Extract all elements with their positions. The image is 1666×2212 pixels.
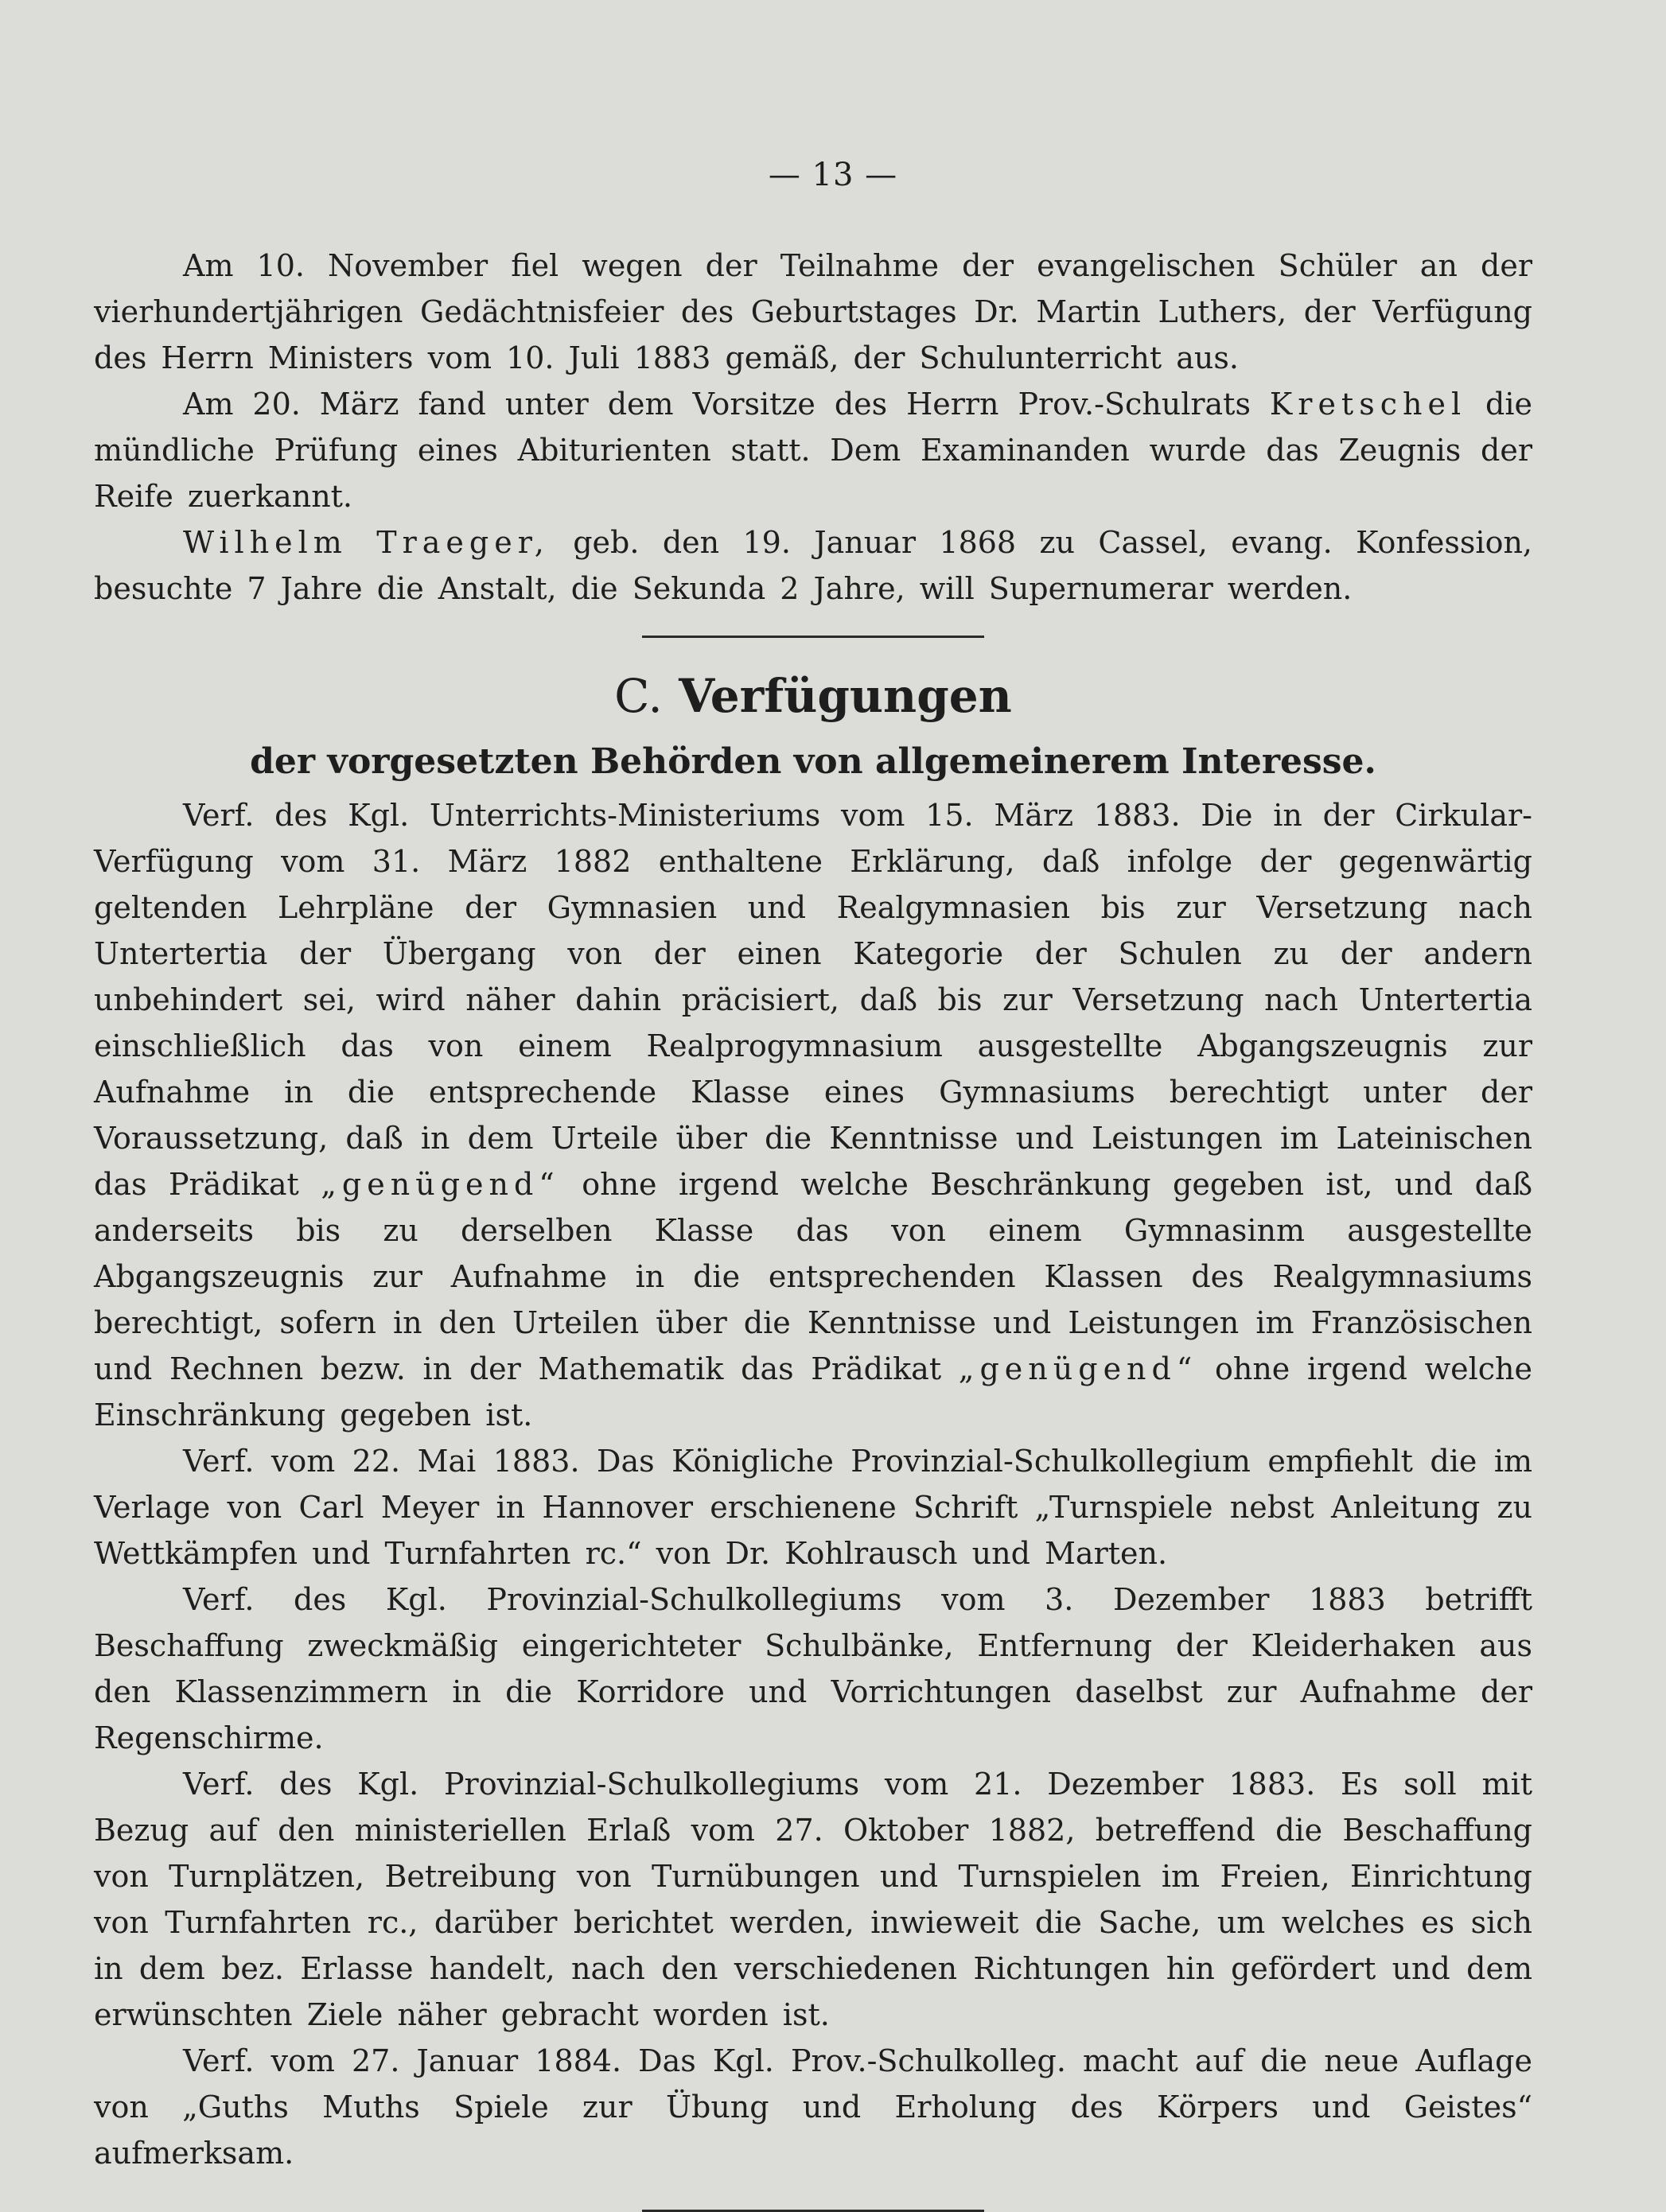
page-number: — 13 — xyxy=(768,157,898,193)
paragraph-text: Am 20. März fand unter dem Vorsitze des Herrn Prov.-Schulrats xyxy=(183,387,1270,422)
paragraph-text: Am 10. November fiel wegen der Teilnahme der evangelischen Schüler an der vierhundertjährigen Gedächtnisfeier des Geburtstages Dr. Martin Luthers, der Verfügung des Herrn Ministers vom 10. Juli 1883 gemäß, der Schulunterricht aus. xyxy=(94,248,1532,375)
spaced-name-kretschel: Kretschel xyxy=(1269,387,1467,422)
paragraph-luther-holiday xyxy=(94,243,1532,381)
section-letter: C. xyxy=(614,669,663,723)
paragraph-verf-guths-muths xyxy=(94,2038,1532,2176)
paragraph-text: Verf. des Kgl. Provinzial-Schulkollegiums vom 3. Dezember 1883 betrifft Beschaffung zweckmäßig eingerichteter Schulbänke, Entfernung der Kleiderhaken aus den Klassenzimmern in die Korridore und Vorrichtungen daselbst zur Aufnahme der Regenschirme. xyxy=(94,1582,1532,1755)
spaced-word-genuegend: „genügend“ xyxy=(321,1167,560,1202)
section-heading xyxy=(94,668,1532,724)
section-subheading: der vorgesetzten Behörden von allgemeinerem Interesse. xyxy=(250,741,1376,782)
spaced-name-traeger: Wilhelm Traeger, xyxy=(183,525,550,560)
paragraph-verf-unterrichtsministerium xyxy=(94,792,1532,1438)
page-content xyxy=(94,243,1532,2212)
paragraph-abitur-exam xyxy=(94,381,1532,519)
paragraph-verf-turnspiele xyxy=(94,1438,1532,1576)
paragraph-text: geb. den 19. Januar 1868 zu Cassel, evang. Konfession, besuchte 7 Jahre die Anstalt, die Sekunda 2 Jahre, will Supernumerar werden. xyxy=(94,525,1533,606)
paragraph-text: ohne irgend welche Einschränkung gegeben ist. xyxy=(94,1351,1532,1433)
paragraph-text: Verf. vom 22. Mai 1883. Das Königliche Provinzial-Schulkollegium empfiehlt die im Verlage von Carl Meyer in Hannover erschienene Schrift „Turnspiele nebst Anleitung zu Wettkämpfen und Turnfahrten rc.“ von Dr. Kohlrausch und Marten. xyxy=(94,1444,1532,1571)
section-divider-top xyxy=(642,636,984,638)
section-title: Verfügungen xyxy=(679,669,1012,723)
paragraph-verf-turnplaetze xyxy=(94,1761,1532,2038)
paragraph-verf-schulbaenke xyxy=(94,1576,1532,1761)
spaced-word-genuegend: „genügend“ xyxy=(958,1351,1198,1386)
paragraph-text: ohne irgend welche Beschränkung gegeben ist, und daß anderseits bis zu derselben Klasse das von einem Gymnasinm ausgestellte Abgangszeugnis zur Aufnahme in die entsprechenden Klassen des Realgymnasiums berechtigt, sofern in den Urteilen über die Kenntnisse und Leistungen im Französischen und Rechnen bezw. in der Mathematik das Prädikat xyxy=(94,1167,1532,1386)
paragraph-text: die mündliche Prüfung eines Abiturienten statt. Dem Examinanden wurde das Zeugnis der Reife zuerkannt. xyxy=(94,387,1533,514)
paragraph-text: Verf. des Kgl. Provinzial-Schulkollegiums vom 21. Dezember 1883. Es soll mit Bezug auf den ministeriellen Erlaß vom 27. Oktober 1882, betreffend die Beschaffung von Turnplätzen, Betreibung von Turnübungen und Turnspielen im Freien, Einrichtung von Turnfahrten rc., darüber berichtet werden, inwieweit die Sache, um welches es sich in dem bez. Erlasse handelt, nach den verschiedenen Richtungen hin gefördert und dem erwünschten Ziele näher gebracht worden ist. xyxy=(94,1767,1532,2032)
paragraph-text: Verf. des Kgl. Unterrichts-Ministeriums vom 15. März 1883. Die in der Cirkular-Verfügung vom 31. März 1882 enthaltene Erklärung, daß infolge der gegenwärtig geltenden Lehrpläne der Gymnasien und Realgymnasien bis zur Versetzung nach Untertertia der Übergang von der einen Kategorie der Schulen zu der andern unbehindert sei, wird näher dahin präcisiert, daß bis zur Versetzung nach Untertertia einschließlich das von einem Realprogymnasium ausgestellte Abgangszeugnis zur Aufnahme in die entsprechende Klasse eines Gymnasiums berechtigt unter der Voraussetzung, daß in dem Urteile über die Kenntnisse und Leistungen im Lateinischen das Prädikat xyxy=(94,798,1532,1202)
paragraph-abiturient-traeger xyxy=(94,519,1532,612)
paragraph-text: Verf. vom 27. Januar 1884. Das Kgl. Prov.-Schulkolleg. macht auf die neue Auflage von „Guths Muths Spiele zur Übung und Erholung des Körpers und Geistes“ aufmerksam. xyxy=(94,2043,1532,2171)
